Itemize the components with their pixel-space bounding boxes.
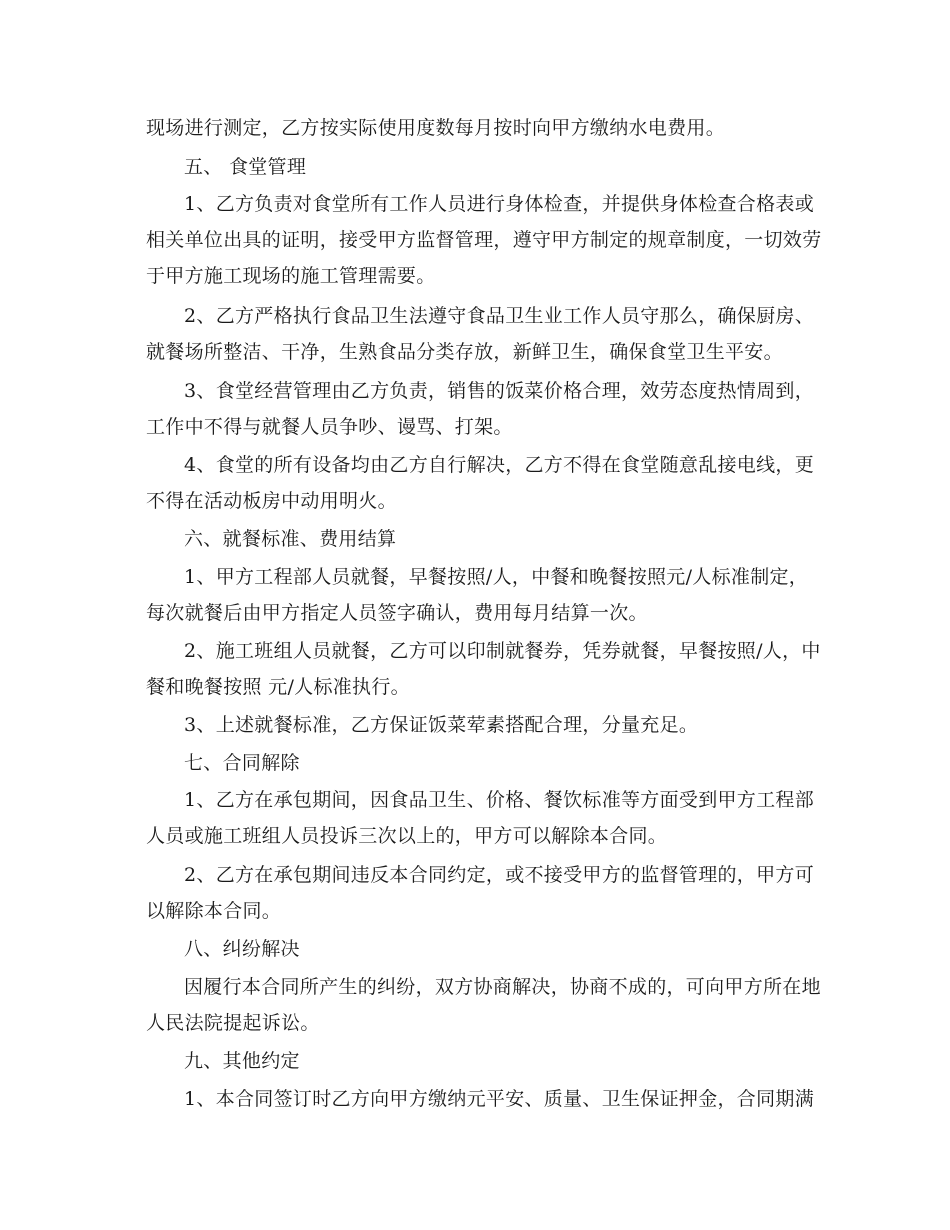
text-line: 1、乙方负责对食堂所有工作人员进行身体检查，并提供身体检查合格表或 xyxy=(184,193,814,215)
text-line: 不得在活动板房中动用明火。 xyxy=(146,490,397,512)
text-line: 相关单位出具的证明，接受甲方监督管理，遵守甲方制定的规章制度，一切效劳 xyxy=(146,229,822,251)
text-line: 工作中不得与就餐人员争吵、谩骂、打架。 xyxy=(146,416,513,438)
text-line: 1、本合同签订时乙方向甲方缴纳元平安、质量、卫生保证押金，合同期满 xyxy=(184,1088,814,1110)
text-line: 1、甲方工程部人员就餐，早餐按照/人，中餐和晚餐按照元/人标准制定， xyxy=(184,566,809,588)
text-line: 于甲方施工现场的施工管理需要。 xyxy=(146,265,436,287)
section-heading: 六、就餐标准、费用结算 xyxy=(184,528,397,550)
section-heading: 八、纠纷解决 xyxy=(184,938,300,960)
text-line: 3、上述就餐标准，乙方保证饭菜荤素搭配合理，分量充足。 xyxy=(184,714,699,736)
text-line: 4、食堂的所有设备均由乙方自行解决，乙方不得在食堂随意乱接电线，更 xyxy=(184,454,814,476)
text-line: 3、食堂经营管理由乙方负责，销售的饭菜价格合理，效劳态度热情周到， xyxy=(184,380,814,402)
text-line: 每次就餐后由甲方指定人员签字确认，费用每月结算一次。 xyxy=(146,602,648,624)
text-line: 1、乙方在承包期间，因食品卫生、价格、餐饮标准等方面受到甲方工程部 xyxy=(184,789,814,811)
text-line: 2、乙方在承包期间违反本合同约定，或不接受甲方的监督管理的，甲方可 xyxy=(184,864,814,886)
text-line: 2、施工班组人员就餐，乙方可以印制就餐券，凭券就餐，早餐按照/人，中 xyxy=(184,640,821,662)
section-heading: 九、其他约定 xyxy=(184,1050,300,1072)
text-line: 2、乙方严格执行食品卫生法遵守食品卫生业工作人员守那么，确保厨房、 xyxy=(184,305,814,327)
section-heading: 七、合同解除 xyxy=(184,752,300,774)
text-line: 以解除本合同。 xyxy=(146,900,282,922)
text-line: 人民法院提起诉讼。 xyxy=(146,1012,320,1034)
text-line: 人员或施工班组人员投诉三次以上的，甲方可以解除本合同。 xyxy=(146,825,668,847)
section-heading: 五、 食堂管理 xyxy=(184,156,307,178)
text-line: 餐和晚餐按照 元/人标准执行。 xyxy=(146,676,410,698)
text-line: 现场进行测定，乙方按实际使用度数每月按时向甲方缴纳水电费用。 xyxy=(146,117,726,139)
text-line: 因履行本合同所产生的纠纷，双方协商解决，协商不成的，可向甲方所在地 xyxy=(184,976,821,998)
text-line: 就餐场所整洁、干净，生熟食品分类存放，新鲜卫生，确保食堂卫生平安。 xyxy=(146,341,783,363)
